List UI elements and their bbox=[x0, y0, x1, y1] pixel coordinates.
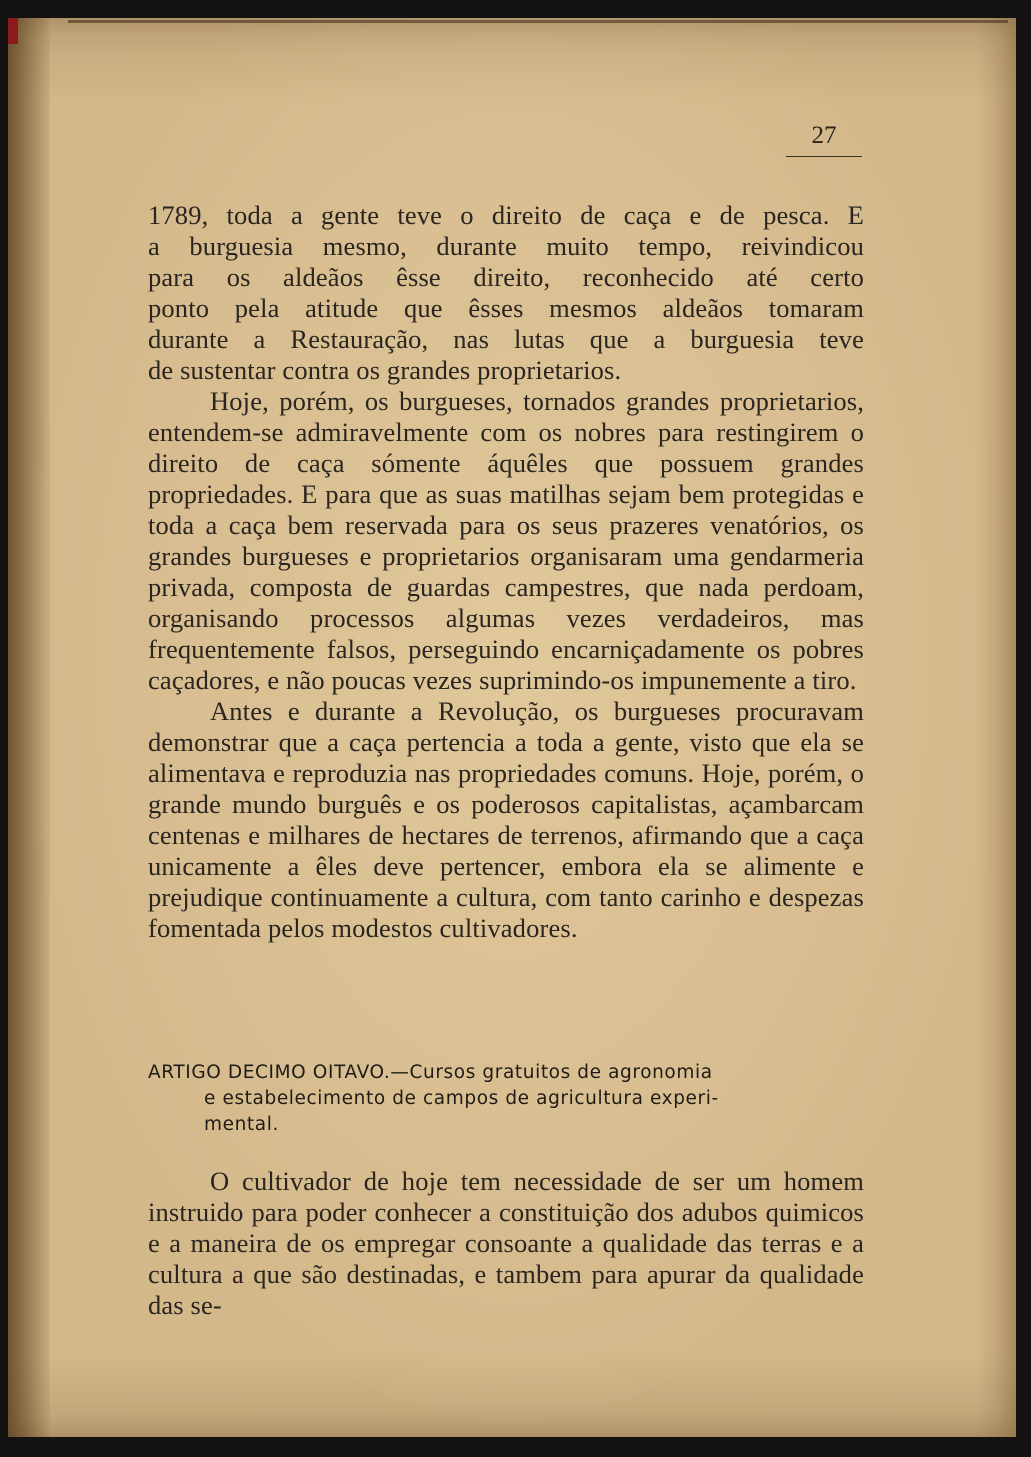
article-heading-line-1: ARTIGO DECIMO OITAVO.—Cursos gratuitos de agronomia bbox=[148, 1062, 713, 1083]
page-spine-shadow bbox=[8, 18, 50, 1437]
article-heading-line-3: mental. bbox=[204, 1114, 279, 1135]
text-line: 1789, toda a gente teve o direito de caça e de pesca. E bbox=[148, 200, 864, 230]
paragraph-continuation bbox=[148, 200, 864, 386]
page-number: 27 bbox=[811, 122, 837, 149]
main-text-block bbox=[148, 200, 864, 944]
text-line: ponto pela atitude que êsses mesmos aldeãos tomaram bbox=[148, 293, 864, 323]
paragraph-cultivator: O cultivador de hoje tem necessidade de ser um homem instruido para poder conhecer a constituição dos adubos quimicos e a maneira de os empregar consoante a qualidade das terras e a cultura a que são destinadas, e tambem para apurar da qualidade das se- bbox=[148, 1166, 864, 1320]
top-edge-rule bbox=[68, 20, 1008, 23]
article-heading bbox=[148, 1060, 864, 1138]
text-line: de sustentar contra os grandes proprietarios. bbox=[148, 355, 622, 385]
text-line: a burguesia mesmo, durante muito tempo, reivindicou bbox=[148, 231, 864, 261]
corner-marker bbox=[8, 18, 18, 44]
article-text-block bbox=[148, 1166, 864, 1321]
text-line: durante a Restauração, nas lutas que a burguesia teve bbox=[148, 324, 864, 354]
article-heading-line-2: e estabelecimento de campos de agricultura experi- bbox=[204, 1088, 719, 1109]
page-number-underline bbox=[786, 156, 862, 157]
paragraph-hunting-rights: Hoje, porém, os burgueses, tornados grandes proprietarios, entendem-se admiravelmente com os nobres para restingirem o direito de caça sómente áquêles que possuem grandes propriedades. E para que as suas matilhas sejam bem protegidas e toda a caça bem reservada para os seus prazeres venatórios, os grandes burgueses e proprietarios organisaram uma gendarmeria privada, composta de guardas campestres, que nada perdoam, organisando processos algumas vezes verdadeiros, mas frequentemente falsos, perseguindo encarniçadamente os pobres caçadores, e não poucas vezes suprimindo-os impunemente a tiro. bbox=[148, 386, 864, 695]
text-line: para os aldeãos êsse direito, reconhecido até certo bbox=[148, 262, 864, 292]
paragraph-revolution: Antes e durante a Revolução, os burgueses procuravam demonstrar que a caça pertencia a toda a gente, visto que ela se alimentava e reproduzia nas propriedades comuns. Hoje, porém, o grande mundo burguês e os poderosos capitalistas, açambarcam centenas e milhares de hectares de terrenos, afirmando que a caça unicamente a êles deve pertencer, embora ela se alimente e prejudique continuamente a cultura, com tanto carinho e despezas fomentada pelos modestos cultivadores. bbox=[148, 696, 864, 943]
